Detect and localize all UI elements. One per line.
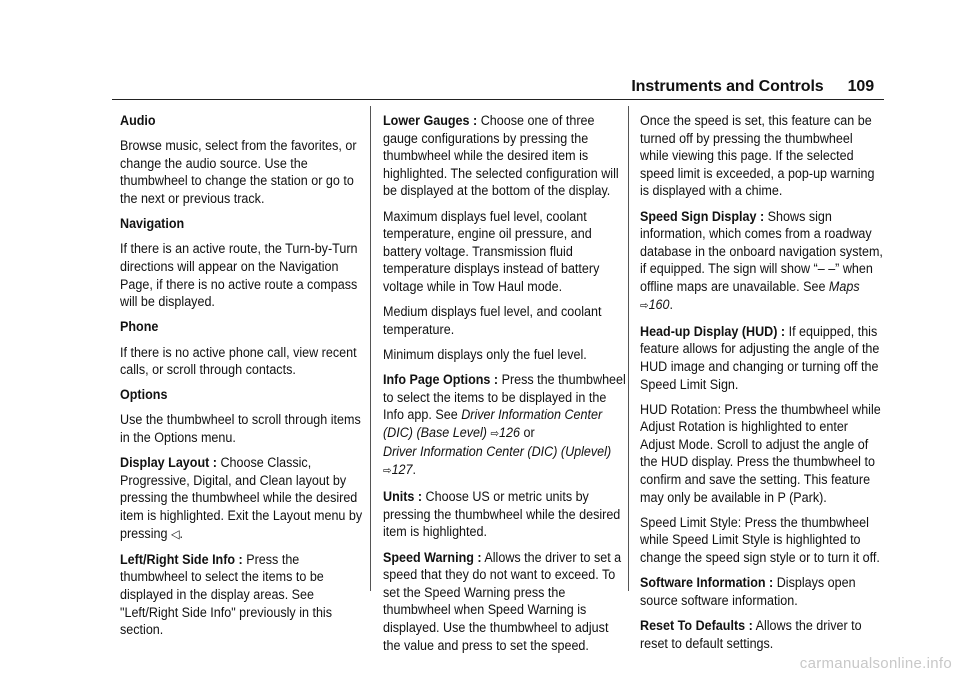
speed-sign-end: .	[669, 296, 674, 312]
info-end: .	[412, 462, 417, 478]
watermark: carmanualsonline.info	[799, 655, 952, 672]
display-layout-text: Choose Classic, Progressive, Digital, and Clean layout by pressing the thumbwheel while the desired item is highlighted. Exit the Layout menu by pressing	[120, 455, 363, 541]
speed-sign-term: Speed Sign Display :	[640, 208, 765, 224]
lower-gauges-paragraph	[383, 112, 627, 200]
page-ref-arrow-icon: ⇨	[490, 427, 500, 440]
page-number: 109	[847, 78, 874, 95]
hud-paragraph	[640, 323, 884, 393]
reset-paragraph	[640, 617, 884, 652]
dic-uplevel-link[interactable]: Driver Information Center (DIC) (Uplevel)	[383, 444, 612, 460]
dic-base-page[interactable]: 126	[499, 424, 520, 440]
navigation-text: If there is an active route, the Turn-by-Turn directions will appear on the Navigation Page, if there is no active route a compass will be displayed.	[120, 241, 358, 310]
speed-sign-text: Shows sign information, which comes from a roadway database in the onboard navigation system, if equipped. The sign will show “– –” when offline maps are unavailable. See	[640, 208, 883, 294]
speed-warning-text: Allows the driver to set a speed that they do not want to exceed. To set the Speed Warning press the thumbwheel when Speed Warning is displayed. Use the thumbwheel to adjust the value and press to set the speed.	[383, 549, 622, 653]
software-term: Software Information :	[640, 575, 774, 591]
navigation-heading: Navigation	[120, 216, 185, 232]
side-info-term: Left/Right Side Info :	[120, 551, 243, 567]
audio-heading: Audio	[120, 113, 156, 128]
info-or: or	[523, 424, 535, 440]
phone-text: If there is no active phone call, view recent calls, or scroll through contacts.	[120, 344, 357, 378]
display-layout-paragraph	[120, 454, 364, 543]
speed-warning-continued: Once the speed is set, this feature can be turned off by pressing the thumbwheel while viewing this page. If the selected speed limit is exceeded, a pop-up warning is displayed with a chime.	[640, 113, 875, 199]
speed-warning-term: Speed Warning :	[383, 549, 482, 565]
section-title: Instruments and Controls	[631, 78, 824, 95]
software-text: Displays open source software information.	[640, 575, 856, 608]
header-rule	[112, 99, 884, 100]
speed-limit-style-text: Speed Limit Style: Press the thumbwheel while Speed Limit Style is highlighted to change the speed sign style or to turn it off.	[640, 514, 880, 566]
units-term: Units :	[383, 489, 423, 505]
reset-text: Allows the driver to reset to default settings.	[640, 618, 862, 651]
audio-text: Browse music, select from the favorites, or change the audio source. Use the thumbwheel to change the station or go to the next or previous track.	[120, 138, 357, 206]
software-paragraph	[640, 574, 884, 609]
display-layout-term: Display Layout :	[120, 455, 217, 471]
speed-warning-paragraph	[383, 549, 627, 655]
column-divider	[370, 106, 371, 591]
info-page-paragraph	[383, 371, 627, 481]
column-divider	[628, 106, 629, 591]
display-layout-end: .	[179, 525, 184, 541]
info-page-term: Info Page Options :	[383, 372, 499, 388]
info-page-text: Press the thumbwheel to select the items to be displayed in the Info app. See	[383, 372, 626, 423]
units-text: Choose US or metric units by pressing the thumbwheel while the desired item is highlighted.	[383, 489, 621, 540]
dic-uplevel-page[interactable]: 127	[391, 462, 413, 478]
hud-text: If equipped, this feature allows for adjusting the angle of the HUD image and changing or turning off the Speed Limit Sign.	[640, 323, 880, 392]
lower-gauges-text: Choose one of three gauge configurations by pressing the thumbwheel while the desired item is highlighted. The selected configuration will be displayed at the bottom of the display.	[383, 113, 619, 199]
back-icon: ◁	[170, 526, 180, 541]
hud-rotation-text: HUD Rotation: Press the thumbwheel while Adjust Rotation is highlighted to enter Adjust Mode. Scroll to adjust the angle of the HUD display. Press the thumbwheel to confirm and save the setting. This feature may only be available in P (Park).	[640, 401, 881, 505]
reset-term: Reset To Defaults :	[640, 618, 753, 633]
column-3	[640, 112, 884, 660]
page-header	[631, 78, 874, 96]
minimum-text: Minimum displays only the fuel level.	[383, 346, 587, 362]
hud-term: Head-up Display (HUD) :	[640, 323, 786, 339]
units-paragraph	[383, 488, 627, 541]
dic-base-link[interactable]: Driver Information Center (DIC) (Base Level)	[383, 407, 603, 440]
page-ref-arrow-icon: ⇨	[640, 299, 649, 312]
maximum-text: Maximum displays fuel level, coolant temperature, engine oil pressure, and battery voltage. Transmission fluid temperature displays instead of battery voltage while in Tow Haul mode.	[383, 208, 600, 294]
column-2	[383, 112, 627, 662]
options-heading: Options	[120, 387, 168, 403]
maps-page[interactable]: 160	[648, 296, 670, 312]
column-1	[120, 112, 364, 646]
side-info-paragraph	[120, 551, 364, 639]
page-ref-arrow-icon: ⇨	[383, 465, 392, 478]
medium-text: Medium displays fuel level, and coolant temperature.	[383, 304, 602, 337]
maps-link[interactable]: Maps	[828, 278, 860, 294]
phone-heading: Phone	[120, 319, 159, 335]
side-info-text: Press the thumbwheel to select the items to be displayed in the display areas. See "Left/Right Side Info" previously in this section.	[120, 551, 332, 638]
options-text: Use the thumbwheel to scroll through items in the Options menu.	[120, 412, 361, 446]
speed-sign-paragraph	[640, 208, 884, 316]
lower-gauges-term: Lower Gauges :	[383, 113, 478, 128]
